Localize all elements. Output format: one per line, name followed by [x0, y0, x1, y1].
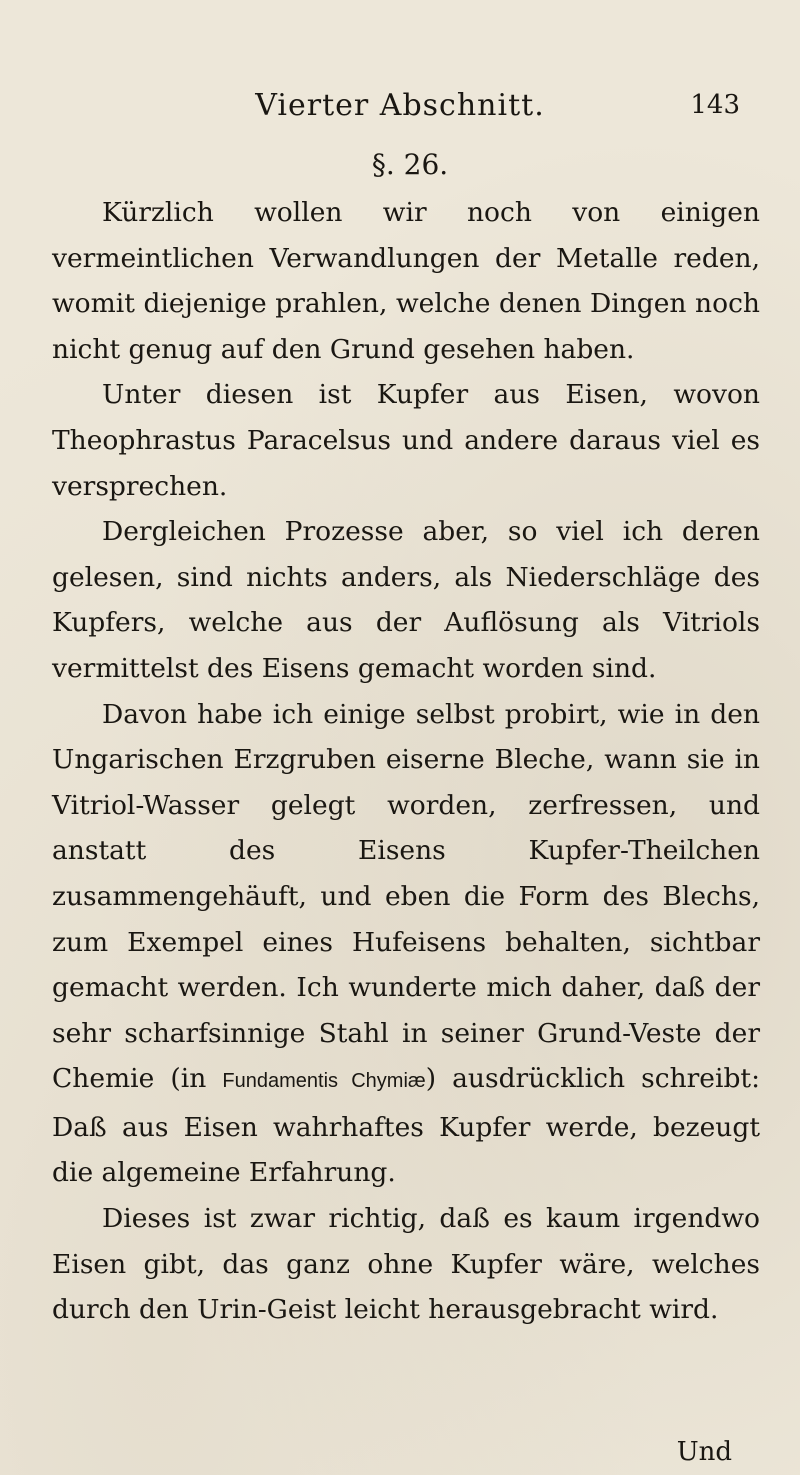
paragraph-text: Unter diesen ist Kupfer aus Eisen, wovon Theophrastus Paracelsus und andere daraus viel es versprechen.: [52, 379, 760, 502]
paragraph-text: Kürzlich wollen wir noch von einigen vermeintlichen Verwandlungen der Metalle reden, womit diejenige prahlen, welche denen Dingen noch nicht genug auf den Grund gesehen haben.: [52, 197, 760, 365]
body-text: [52, 190, 760, 1333]
paragraph: [52, 190, 760, 372]
paragraph: [52, 509, 760, 691]
section-number: §. 26.: [371, 148, 449, 181]
latin-term: Fundamentis Chymiæ: [222, 1070, 426, 1093]
catchword: Und: [676, 1437, 732, 1467]
running-title: Vierter Abschnitt.: [255, 88, 545, 123]
paragraph-text: ) ausdrücklich schreibt: Daß aus Eisen wahrhaftes Kupfer werde, bezeugt die algemeine Erfahrung.: [52, 1063, 761, 1189]
paragraph-text: Davon habe ich einige selbst probirt, wie in den Ungarischen Erzgruben eiserne Bleche, wann sie in Vitriol-Wasser gelegt worden, zerfressen, und anstatt des Eisens Kupfer-Theilchen zusammengehäuft, und eben die Form des Blechs, zum Exempel eines Hufeisens behalten, sichtbar gemacht werden. Ich wunderte mich daher, daß der sehr scharfsinnige Stahl in seiner Grund-Veste der Chemie (in: [52, 698, 760, 1095]
page-header: [0, 88, 800, 128]
paragraph-text: Dergleichen Prozesse aber, so viel ich deren gelesen, sind nichts anders, als Niederschläge des Kupfers, welche aus der Auflösung als Vitriols vermittelst des Eisens gemacht worden sind.: [52, 516, 760, 684]
paragraph: [52, 372, 760, 509]
paragraph: [52, 692, 760, 1197]
paragraph: [52, 1196, 760, 1333]
page-number: 143: [690, 90, 740, 120]
paragraph-text: Dieses ist zwar richtig, daß es kaum irgendwo Eisen gibt, das ganz ohne Kupfer wäre, welches durch den Urin-Geist leicht herausgebracht wird.: [52, 1203, 760, 1326]
